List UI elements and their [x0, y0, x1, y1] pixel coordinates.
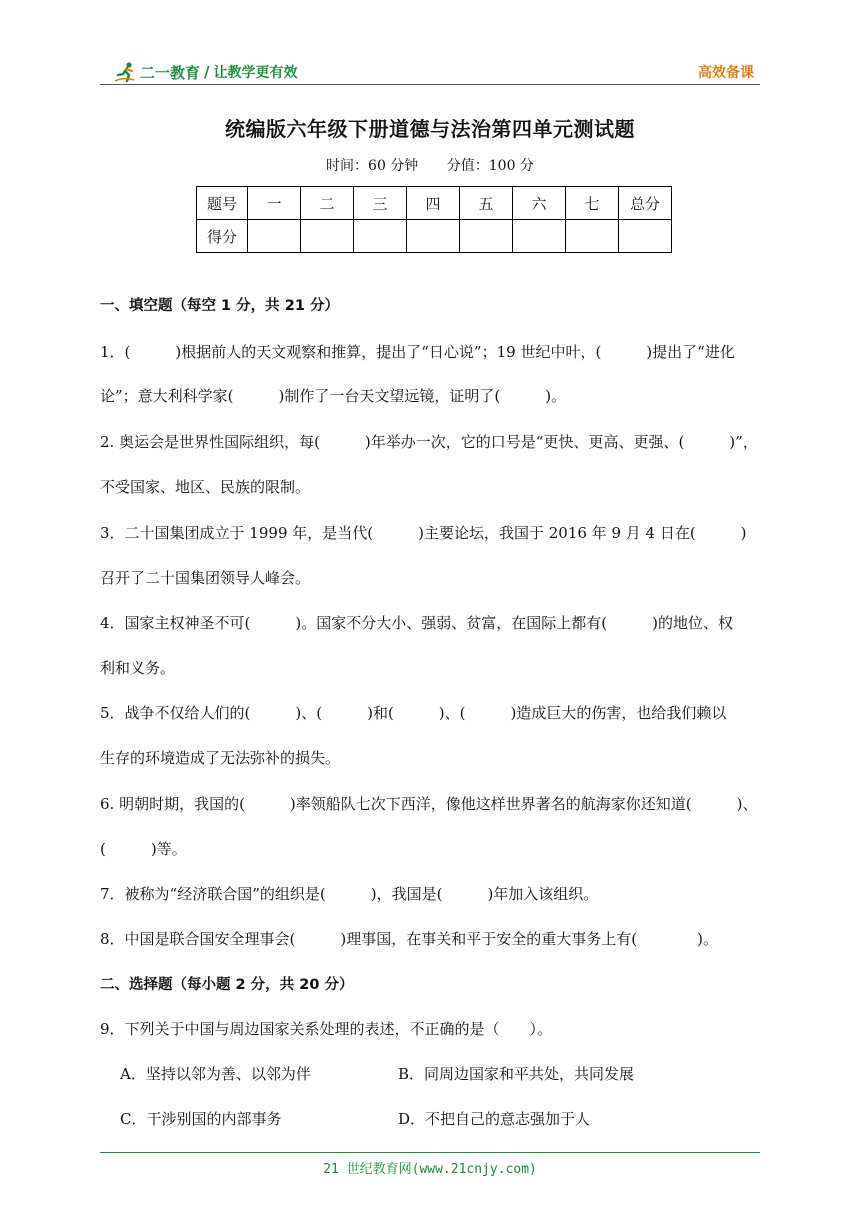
score-entry-cell[interactable]: [619, 220, 672, 253]
exam-info: [0, 155, 860, 175]
question-line: 4．国家主权神圣不可( )。国家不分大小、强弱、贫富，在国际上都有( )的地位、权: [100, 614, 733, 632]
table-cell: 总分: [619, 187, 672, 220]
option-a[interactable]: A．坚持以邻为善、以邻为伴: [120, 1065, 311, 1083]
option-b[interactable]: B．同周边国家和平共处，共同发展: [398, 1065, 635, 1083]
logo-text: 二一教育: [140, 63, 201, 82]
table-cell: 题号: [197, 187, 248, 220]
score-table: [196, 186, 672, 253]
site-logo[interactable]: [114, 60, 298, 84]
option-c[interactable]: C．干涉别国的内部事务: [120, 1110, 282, 1128]
score-entry-cell[interactable]: [248, 220, 301, 253]
footer-divider: [100, 1152, 760, 1153]
question-line: 不受国家、地区、民族的限制。: [100, 478, 311, 496]
score-entry-cell[interactable]: [354, 220, 407, 253]
page-footer: 21 世纪教育网(www.21cnjy.com): [323, 1162, 537, 1177]
runner-logo-icon: [114, 61, 138, 83]
table-cell: 六: [513, 187, 566, 220]
score-entry-cell[interactable]: [513, 220, 566, 253]
header-slogan: 让教学更有效: [213, 65, 298, 81]
question-line: 生存的环境造成了无法弥补的损失。: [100, 749, 341, 767]
exam-total-score: 分值：100 分: [446, 158, 534, 174]
score-table-score-row: [197, 220, 672, 253]
table-cell: 四: [407, 187, 460, 220]
question-line: 5．战争不仅给人们的( )、( )和( )、( )造成巨大的伤害，也给我们赖以: [100, 704, 727, 722]
table-cell: 五: [460, 187, 513, 220]
score-entry-cell[interactable]: [460, 220, 513, 253]
question-line: 召开了二十国集团领导人峰会。: [100, 569, 311, 587]
page-header: [100, 60, 760, 84]
table-cell: 一: [248, 187, 301, 220]
exam-time: 时间：60 分钟: [326, 158, 419, 174]
question-line: 6. 明朝时期，我国的( )率领船队七次下西洋，像他这样世界著名的航海家你还知道( )、: [100, 795, 758, 813]
question-line: 9．下列关于中国与周边国家关系处理的表述，不正确的是（ ）。: [100, 1020, 553, 1038]
header-divider: [100, 84, 760, 85]
header-right-label: 高效备课: [698, 65, 754, 81]
question-line: 8．中国是联合国安全理事会( )理事国，在事关和平于安全的重大事务上有( )。: [100, 930, 718, 948]
table-cell: 七: [566, 187, 619, 220]
question-line: ( )等。: [100, 840, 187, 858]
table-cell: 二: [301, 187, 354, 220]
table-cell: 三: [354, 187, 407, 220]
question-line: 论”；意大利科学家( )制作了一台天文望远镜，证明了( )。: [100, 387, 567, 405]
score-entry-cell[interactable]: [407, 220, 460, 253]
question-line: 2. 奥运会是世界性国际组织，每( )年举办一次，它的口号是“更快、更高、更强、( )”，: [100, 433, 758, 451]
section-heading-multiple-choice: 二、选择题（每小题 2 分，共 20 分）: [100, 977, 354, 993]
score-entry-cell[interactable]: [566, 220, 619, 253]
page-title: 统编版六年级下册道德与法治第四单元测试题: [225, 117, 635, 141]
header-separator: /: [204, 63, 210, 81]
question-line: 利和义务。: [100, 659, 176, 677]
question-line: 3．二十国集团成立于 1999 年，是当代( )主要论坛，我国于 2016 年 9 月 4 日在( ): [100, 524, 747, 542]
option-d[interactable]: D．不把自己的意志强加于人: [398, 1110, 591, 1128]
score-entry-cell[interactable]: [301, 220, 354, 253]
section-heading-fill-blank: 一、填空题（每空 1 分，共 21 分）: [100, 298, 339, 314]
question-line: 1．( )根据前人的天文观察和推算，提出了“日心说”；19 世纪中叶，( )提出了“进化: [100, 343, 735, 361]
table-cell: 得分: [197, 220, 248, 253]
score-table-header-row: [197, 187, 672, 220]
question-line: 7．被称为“经济联合国”的组织是( )，我国是( )年加入该组织。: [100, 885, 599, 903]
